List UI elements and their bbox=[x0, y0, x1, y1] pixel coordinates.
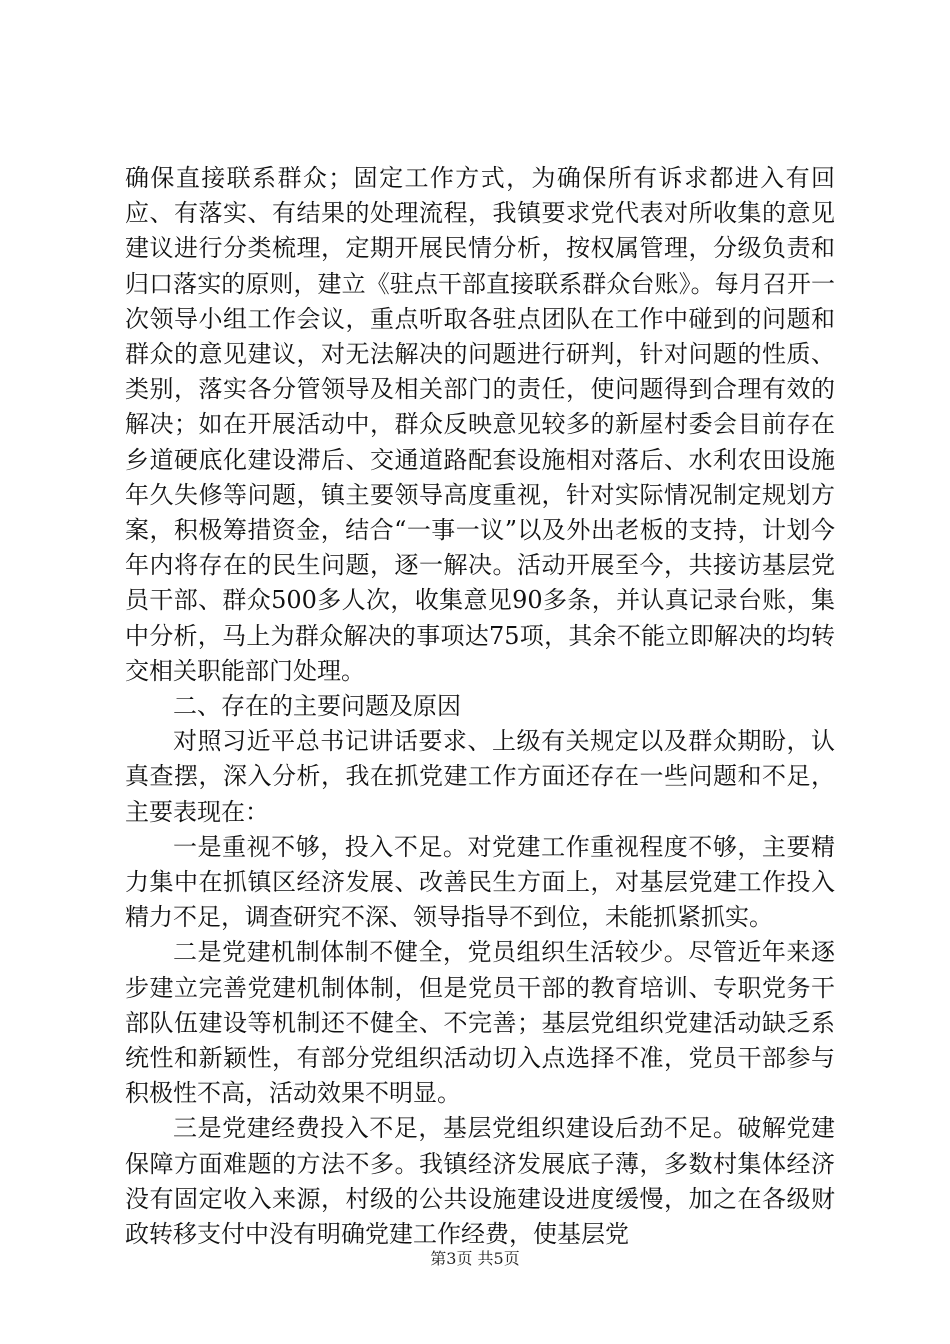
section-heading: 二、存在的主要问题及原因 bbox=[173, 692, 461, 721]
paragraph-issue-1: 一是重视不够，投入不足。对党建工作重视程度不够，主要精力集中在抓镇区经济发展、改善民生方面上，对基层党建工作投入精力不足，调查研究不深、领导指导不到位，未能抓紧抓实。 bbox=[125, 832, 835, 932]
paragraph-issue-3: 三是党建经费投入不足，基层党组织建设后劲不足。破解党建保障方面难题的方法不多。我镇经济发展底子薄，多数村集体经济没有固定收入来源，村级的公共设施建设进度缓慢，加之在各级财政转移支付中没有明确党建工作经费，使基层党 bbox=[125, 1114, 835, 1249]
paragraph-intro: 对照习近平总书记讲话要求、上级有关规定以及群众期盼，认真查摆，深入分析，我在抓党建工作方面还存在一些问题和不足，主要表现在： bbox=[125, 727, 835, 826]
document-body bbox=[125, 161, 835, 1252]
paragraph-issue-2: 二是党建机制体制不健全，党员组织生活较少。尽管近年来逐步建立完善党建机制体制，但是党员干部的教育培训、专职党务干部队伍建设等机制还不健全、不完善；基层党组织党建活动缺乏系统性和新颖性，有部分党组织活动切入点选择不准，党员干部参与积极性不高，活动效果不明显。 bbox=[125, 938, 835, 1108]
page-footer: 第3页 共5页 bbox=[430, 1249, 520, 1268]
paragraph-continuation: 确保直接联系群众；固定工作方式，为确保所有诉求都进入有回应、有落实、有结果的处理流程，我镇要求党代表对所收集的意见建议进行分类梳理，定期开展民情分析，按权属管理，分级负责和归口落实的原则，建立《驻点干部直接联系群众台账》。每月召开一次领导小组工作会议，重点听取各驻点团队在工作中碰到的问题和群众的意见建议，对无法解决的问题进行研判，针对问题的性质、类别，落实各分管领导及相关部门的责任，使问题得到合理有效的解决；如在开展活动中，群众反映意见较多的新屋村委会目前存在乡道硬底化建设滞后、交通道路配套设施相对落后、水利农田设施年久失修等问题，镇主要领导高度重视，针对实际情况制定规划方案，积极筹措资金，结合“一事一议”以及外出老板的支持，计划今年内将存在的民生问题，逐一解决。活动开展至今，共接访基层党员干部、群众500多人次，收集意见90多条，并认真记录台账，集中分析，马上为群众解决的事项达75项，其余不能立即解决的均转交相关职能部门处理。 bbox=[125, 164, 835, 685]
